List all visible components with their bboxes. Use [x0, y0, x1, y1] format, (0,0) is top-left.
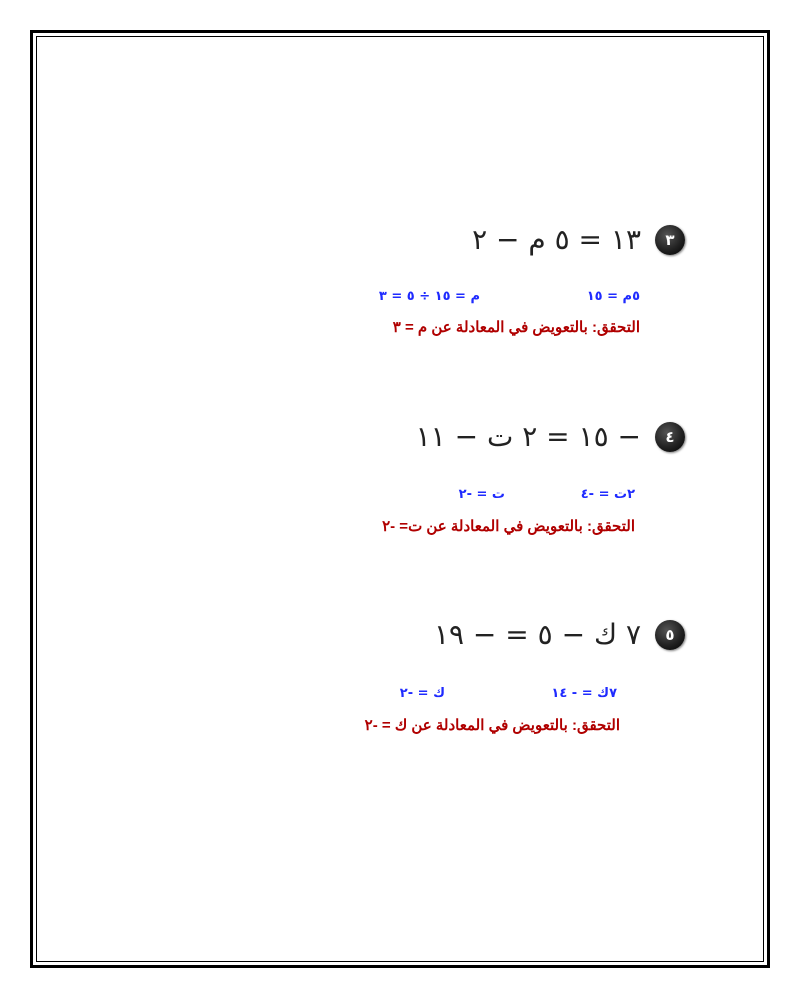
problem-number-badge: ٣ — [655, 225, 685, 255]
problem-4-equation-row — [416, 420, 685, 453]
solution-step-1: ٢ت = -٤ — [580, 487, 635, 502]
problem-equation: ٧ ك − ٥ = − ١٩ — [433, 618, 641, 651]
solution-step-1: ٥م = ١٥ — [586, 289, 640, 304]
problem-3-equation-row — [472, 223, 685, 256]
problem-number-badge: ٤ — [655, 422, 685, 452]
solution-step-2: ك = -٢ — [399, 686, 445, 701]
problem-equation: − ١٥ = ٢ ت − ١١ — [415, 420, 641, 453]
problem-5-equation-row — [434, 618, 685, 651]
solution-step-2: م = ١٥ ÷ ٥ = ٣ — [378, 289, 480, 304]
page-border-inner — [36, 36, 764, 962]
solution-step-1: ٧ك = - ١٤ — [551, 686, 617, 701]
verification-text: التحقق: بالتعويض في المعادلة عن ت= -٢ — [382, 518, 635, 535]
verification-text: التحقق: بالتعويض في المعادلة عن ك = -٢ — [364, 717, 620, 734]
verification-text: التحقق: بالتعويض في المعادلة عن م = ٣ — [392, 319, 640, 336]
solution-step-2: ت = -٢ — [458, 487, 505, 502]
problem-number-badge: ٥ — [655, 620, 685, 650]
problem-equation: ١٣ = ٥ م − ٢ — [472, 223, 641, 256]
